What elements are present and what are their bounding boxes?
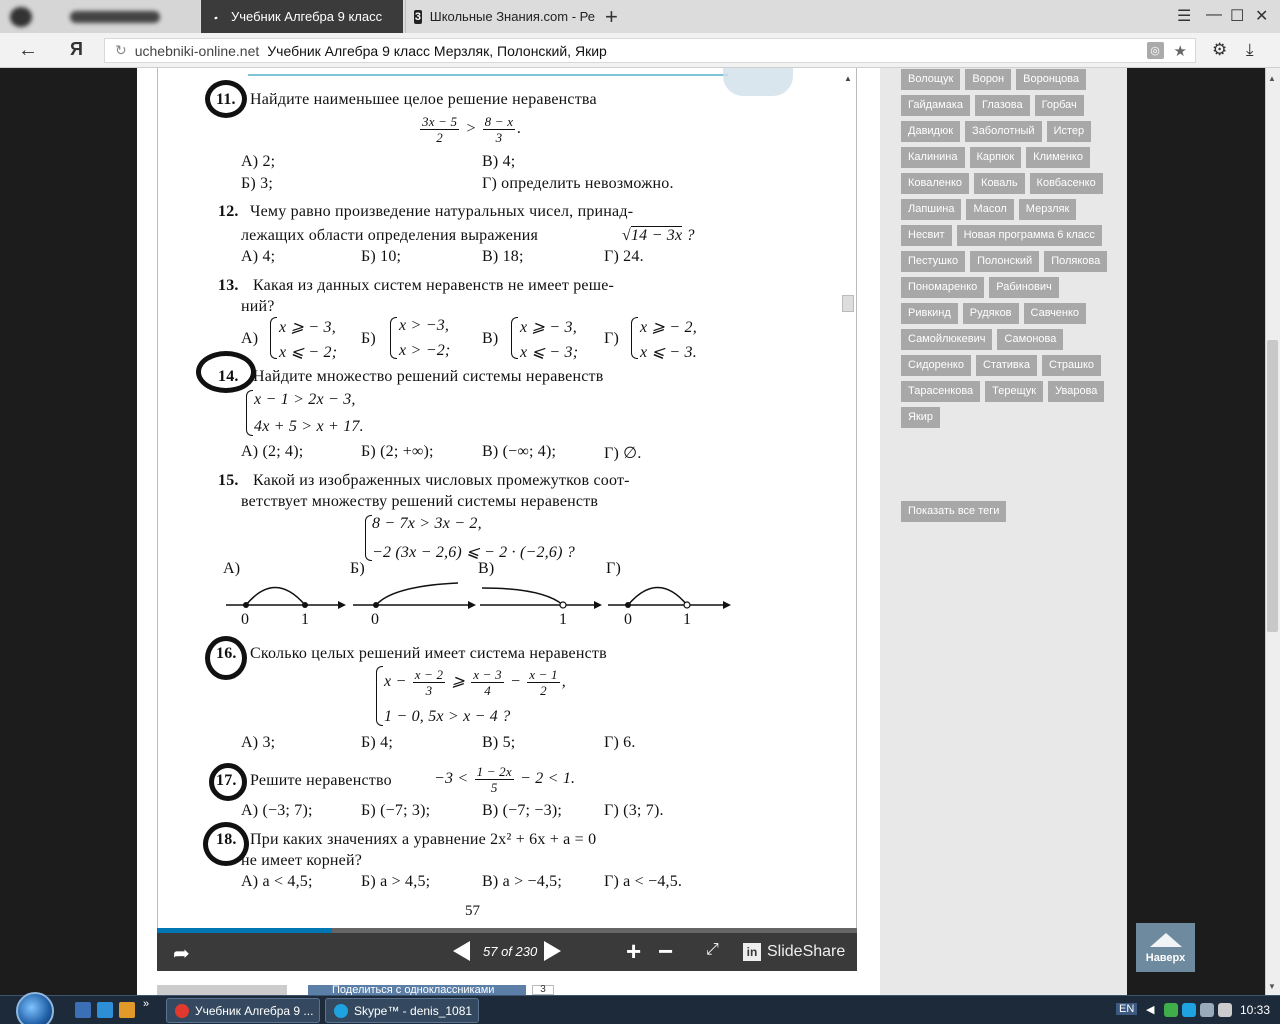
viewer-scroll-up-icon[interactable]: ▲ xyxy=(844,74,852,83)
answer-option: В) (−∞; 4); xyxy=(482,443,557,460)
explorer-icon[interactable] xyxy=(75,1002,91,1018)
problem-number: 13. xyxy=(218,277,239,294)
math-operator: − xyxy=(510,673,522,691)
answer-label: Б) xyxy=(361,330,376,347)
sqrt-radicand: 14 − 3x xyxy=(630,227,683,244)
answer-option: Б) (−7; 3); xyxy=(361,802,431,819)
scroll-up-icon[interactable]: ▲ xyxy=(1268,74,1276,83)
math-operator: −3 < xyxy=(434,770,469,788)
url-domain: uchebniki-online.net xyxy=(134,42,260,59)
share-classmates-button[interactable]: Поделиться с одноклассниками xyxy=(308,985,526,995)
tag-link[interactable]: Полякова xyxy=(1044,251,1107,272)
question-mark: ? xyxy=(686,227,695,244)
minimize-icon[interactable]: — xyxy=(1206,6,1222,23)
fraction-numerator: x − 1 xyxy=(529,667,558,682)
problem-text: Какой из изображенных числовых промежутков соот- xyxy=(253,472,630,489)
tick-label: 0 xyxy=(624,611,633,628)
system-line: x > −2; xyxy=(399,342,451,359)
linkedin-icon: in xyxy=(743,943,761,961)
up-arrow-icon xyxy=(1150,933,1182,947)
answer-option: Б) 10; xyxy=(361,248,402,265)
tag-link[interactable]: Масол xyxy=(966,199,1013,220)
system-brace xyxy=(390,317,397,359)
textbook-slide xyxy=(158,68,857,928)
slide-counter: 57 of 230 xyxy=(483,944,538,959)
maximize-icon[interactable]: ☐ xyxy=(1230,8,1245,25)
problem-number: 17. xyxy=(216,772,237,789)
problem-text: Решите неравенство xyxy=(250,772,392,789)
znanija-icon: 3 xyxy=(414,10,421,23)
zoom-out-icon[interactable]: − xyxy=(658,936,674,966)
answer-option: А) (2; 4); xyxy=(241,443,304,460)
viewer-scrollbar-thumb[interactable] xyxy=(842,295,854,312)
start-button[interactable] xyxy=(16,992,54,1024)
back-arrow-icon[interactable]: ← xyxy=(18,39,38,61)
tag-link[interactable]: Клименко xyxy=(1026,147,1090,168)
yandex-icon: 𝅘 xyxy=(214,10,218,22)
problem-text: Чему равно произведение натуральных чисел, принад- xyxy=(250,203,634,220)
fraction-numerator: 8 − x xyxy=(484,114,514,129)
tag-link[interactable]: Воронцова xyxy=(1016,69,1086,90)
next-slide-icon[interactable] xyxy=(544,941,561,961)
math-operator: . xyxy=(517,120,522,138)
system-brace xyxy=(511,317,518,359)
problem-text: ний? xyxy=(241,298,275,315)
answer-option: А) 2; xyxy=(241,153,276,170)
system-line: x ⩽ − 3; xyxy=(520,344,579,361)
tag-link[interactable]: Терещук xyxy=(985,381,1043,402)
volume-icon[interactable] xyxy=(1218,1003,1232,1017)
system-line: x − 1 > 2x − 3, xyxy=(254,391,356,408)
tag-link[interactable]: Савченко xyxy=(1024,303,1087,324)
number-line-d xyxy=(608,588,731,610)
quicklaunch-chevron-icon[interactable]: » xyxy=(143,998,150,1010)
math-operator: − 2 < 1. xyxy=(520,770,576,788)
yandex-logo-icon[interactable]: Я xyxy=(70,39,83,59)
tag-link[interactable]: Давидюк xyxy=(901,121,960,142)
tag-link[interactable]: Уварова xyxy=(1048,381,1104,402)
problem-number: 12. xyxy=(218,203,239,220)
system-line: 4x + 5 > x + 17. xyxy=(254,418,364,435)
answer-option: А) a < 4,5; xyxy=(241,873,313,890)
fullscreen-icon[interactable]: ⤢ xyxy=(706,941,719,958)
answer-option: Б) a > 4,5; xyxy=(361,873,431,890)
system-brace xyxy=(631,317,638,359)
answer-option: В) a > −4,5; xyxy=(482,873,562,890)
system-line: x ⩾ − 3, xyxy=(520,319,577,336)
tag-link[interactable]: Горбач xyxy=(1035,95,1084,116)
number-line-b xyxy=(353,583,476,609)
answer-option: Г) a < −4,5. xyxy=(604,873,683,890)
address-bar xyxy=(0,33,1280,68)
system-brace xyxy=(270,317,277,359)
viewer-controls xyxy=(157,933,857,971)
problem-number: 11. xyxy=(216,91,236,108)
fraction-numerator: x − 3 xyxy=(473,667,502,682)
tag-link[interactable]: Полонский xyxy=(970,251,1039,272)
tag-link[interactable]: Новая программа 6 класс xyxy=(957,225,1102,246)
tag-link[interactable]: Коваль xyxy=(974,173,1025,194)
ie-icon[interactable] xyxy=(97,1002,113,1018)
answer-option: В) 4; xyxy=(482,153,516,170)
yandex-browser-icon xyxy=(175,1004,189,1018)
answer-label: Г) xyxy=(606,560,621,577)
system-line: 1 − 0, 5x > x − 4 ? xyxy=(384,708,511,725)
problem-text: ветствует множеству решений системы неравенств xyxy=(241,493,599,510)
answer-option: Б) 4; xyxy=(361,734,393,751)
tick-label: 0 xyxy=(241,611,250,628)
tag-link[interactable]: Рабинович xyxy=(989,277,1058,298)
page-scrollbar-thumb[interactable] xyxy=(1267,340,1278,632)
tag-link[interactable]: Заболотный xyxy=(965,121,1042,142)
answer-label: А) xyxy=(241,330,259,347)
answer-label: В) xyxy=(478,560,495,577)
viewer-scrollbar[interactable] xyxy=(841,70,855,926)
answer-option: В) (−7; −3); xyxy=(482,802,562,819)
network-icon[interactable] xyxy=(1200,1003,1214,1017)
math-operator: ⩾ xyxy=(451,673,466,691)
zoom-in-icon[interactable]: + xyxy=(626,936,642,966)
tag-link[interactable]: Пестушко xyxy=(901,251,965,272)
tag-link[interactable]: Сидоренко xyxy=(901,355,971,376)
tag-link[interactable]: Рудяков xyxy=(963,303,1019,324)
answer-option: Б) (2; +∞); xyxy=(361,443,434,460)
answer-option: Г) 24. xyxy=(604,248,644,265)
windows-taskbar xyxy=(0,995,1280,1024)
answer-option: Г) 6. xyxy=(604,734,636,751)
problem-text: не имеет корней? xyxy=(241,852,363,869)
number-lines xyxy=(218,576,738,616)
answer-option: Г) определить невозможно. xyxy=(482,175,674,192)
problem-text: При каких значениях a уравнение 2x² + 6x + a = 0 xyxy=(250,831,597,848)
slideshare-logo[interactable] xyxy=(743,943,845,961)
answer-option: Б) 3; xyxy=(241,175,273,192)
tag-link[interactable]: Ворон xyxy=(965,69,1011,90)
clock[interactable]: 10:33 xyxy=(1240,1003,1271,1017)
problem-text: Найдите наименьшее целое решение неравенства xyxy=(250,91,597,108)
tag-link[interactable]: Несвит xyxy=(901,225,952,246)
tab-uchebnik[interactable] xyxy=(201,0,403,33)
answer-option: А) 4; xyxy=(241,248,276,265)
tag-link[interactable]: Тарасенкова xyxy=(901,381,980,402)
show-all-tags-button[interactable]: Показать все теги xyxy=(901,501,1006,522)
system-brace xyxy=(365,515,372,561)
brand-label: SlideShare xyxy=(767,943,846,960)
tab-znanija[interactable] xyxy=(405,0,595,33)
tag-link[interactable]: Якир xyxy=(901,407,940,428)
system-line: x ⩽ − 2; xyxy=(279,344,338,361)
answer-label: Б) xyxy=(350,560,365,577)
tick-label: 1 xyxy=(301,611,310,628)
system-line: 8 − 7x > 3x − 2, xyxy=(372,515,482,532)
tag-link[interactable]: Глазова xyxy=(975,95,1030,116)
reload-icon[interactable]: ↻ xyxy=(115,42,127,58)
share-placeholder xyxy=(157,985,287,995)
scroll-down-icon[interactable]: ▼ xyxy=(1268,982,1276,991)
tag-link[interactable]: Ривкинд xyxy=(901,303,958,324)
tick-label: 1 xyxy=(559,611,568,628)
tag-link[interactable]: Стативка xyxy=(976,355,1037,376)
fraction-numerator: x − 2 xyxy=(414,667,444,682)
tray-expand-icon[interactable]: ◀ xyxy=(1146,1004,1155,1016)
task-label: Учебник Алгебра 9 ... xyxy=(195,1003,314,1018)
fraction-denominator: 4 xyxy=(484,683,491,698)
tray-skype-icon[interactable] xyxy=(1182,1003,1196,1017)
share-count: 3 xyxy=(532,985,554,995)
prev-slide-icon[interactable] xyxy=(453,941,470,961)
tag-link[interactable]: Калинина xyxy=(901,147,965,168)
answer-label: Г) xyxy=(604,330,619,347)
blurred-tab[interactable] xyxy=(0,0,200,33)
tab-title: Школьные Знания.com - Ре xyxy=(429,9,595,24)
fraction-denominator: 2 xyxy=(540,683,547,698)
system-line: x ⩽ − 3. xyxy=(640,344,697,361)
slide-page-number: 57 xyxy=(465,903,480,919)
tag-link[interactable]: Самонова xyxy=(997,329,1063,350)
language-indicator[interactable]: EN xyxy=(1116,1003,1137,1015)
task-skype[interactable] xyxy=(325,998,479,1023)
tag-cloud xyxy=(901,69,1116,428)
tab-bar xyxy=(0,0,1280,33)
answer-option: Г) (3; 7). xyxy=(604,802,664,819)
tab-title: Учебник Алгебра 9 класс xyxy=(231,9,383,24)
answer-label: А) xyxy=(223,560,241,577)
close-icon[interactable]: ✕ xyxy=(1255,8,1269,25)
tag-link[interactable]: Страшко xyxy=(1042,355,1101,376)
back-to-top-button[interactable] xyxy=(1136,923,1195,972)
tag-link[interactable]: Истер xyxy=(1047,121,1092,142)
tag-link[interactable]: Гайдамака xyxy=(901,95,970,116)
fraction-denominator: 3 xyxy=(495,130,503,145)
tick-label: 0 xyxy=(371,611,380,628)
system-line: x > −3, xyxy=(399,317,450,334)
math-operator: , xyxy=(561,673,566,691)
url-field[interactable] xyxy=(104,38,1196,63)
new-tab-icon[interactable]: + xyxy=(605,4,618,29)
problem-text: Какая из данных систем неравенств не имеет реше- xyxy=(253,277,615,294)
system-brace xyxy=(246,390,253,436)
problem-text: Найдите множество решений системы неравенств xyxy=(253,368,604,385)
number-line-a xyxy=(226,588,346,610)
tag-link[interactable]: Пономаренко xyxy=(901,277,984,298)
math-operator: > xyxy=(465,120,477,138)
back-to-top-label: Наверх xyxy=(1145,952,1186,964)
star-icon[interactable]: ★ xyxy=(1173,43,1187,60)
slide-corner-graphic xyxy=(723,68,793,96)
tag-link[interactable]: Карпюк xyxy=(970,147,1022,168)
fraction-numerator: 3x − 5 xyxy=(422,114,458,129)
protect-icon[interactable]: ◎ xyxy=(1147,42,1164,59)
system-brace xyxy=(376,666,383,726)
fraction-denominator: 5 xyxy=(490,780,498,795)
share-arrow-icon[interactable]: ➦ xyxy=(173,943,190,965)
problem-text: лежащих области определения выражения xyxy=(241,227,539,244)
problem-number: 15. xyxy=(218,472,239,489)
problem-number: 16. xyxy=(216,645,237,662)
answer-option: В) 5; xyxy=(482,734,516,751)
system-line: −2 (3x − 2,6) ⩽ − 2 · (−2,6) ? xyxy=(372,544,576,561)
tag-link[interactable]: Ковбасенко xyxy=(1030,173,1103,194)
system-term: x − xyxy=(384,673,407,691)
fraction-denominator: 2 xyxy=(436,130,443,145)
tag-link[interactable]: Лапшина xyxy=(901,199,961,220)
answer-option: А) (−3; 7); xyxy=(241,802,313,819)
skype-icon xyxy=(334,1004,348,1018)
problem-number: 14. xyxy=(218,368,239,385)
tag-link[interactable]: Мерзляк xyxy=(1019,199,1077,220)
slide-top-rule xyxy=(248,74,728,76)
problem-text: Сколько целых решений имеет система неравенств xyxy=(250,645,607,662)
download-icon[interactable]: ⤓ xyxy=(1246,40,1254,59)
system-line: x ⩾ − 3, xyxy=(279,319,336,336)
tag-link[interactable]: Самойлюкевич xyxy=(901,329,992,350)
fraction-numerator: 1 − 2x xyxy=(476,764,512,779)
answer-label: В) xyxy=(482,330,499,347)
answer-option: Г) ∅. xyxy=(604,445,642,462)
menu-icon[interactable]: ☰ xyxy=(1177,8,1192,25)
system-line: x ⩾ − 2, xyxy=(640,319,697,336)
task-browser[interactable] xyxy=(166,998,320,1023)
fraction-denominator: 3 xyxy=(425,683,433,698)
url-page-title: Учебник Алгебра 9 класс Мерзляк, Полонский, Якир xyxy=(267,42,607,59)
sqrt-expression: √14 − 3x ? xyxy=(622,227,695,244)
tag-link[interactable]: Коваленко xyxy=(901,173,969,194)
slideshare-viewer xyxy=(157,68,857,928)
answer-option: В) 18; xyxy=(482,248,524,265)
tick-label: 1 xyxy=(683,611,692,628)
tag-link[interactable]: Волощук xyxy=(901,69,960,90)
tray-app-icon[interactable] xyxy=(1164,1003,1178,1017)
media-player-icon[interactable] xyxy=(119,1002,135,1018)
task-label: Skype™ - denis_1081 xyxy=(354,1003,473,1018)
protect-shield-icon[interactable]: ⚙ xyxy=(1212,40,1228,59)
problem-number: 18. xyxy=(216,831,237,848)
number-line-c xyxy=(480,588,602,609)
answer-option: А) 3; xyxy=(241,734,276,751)
